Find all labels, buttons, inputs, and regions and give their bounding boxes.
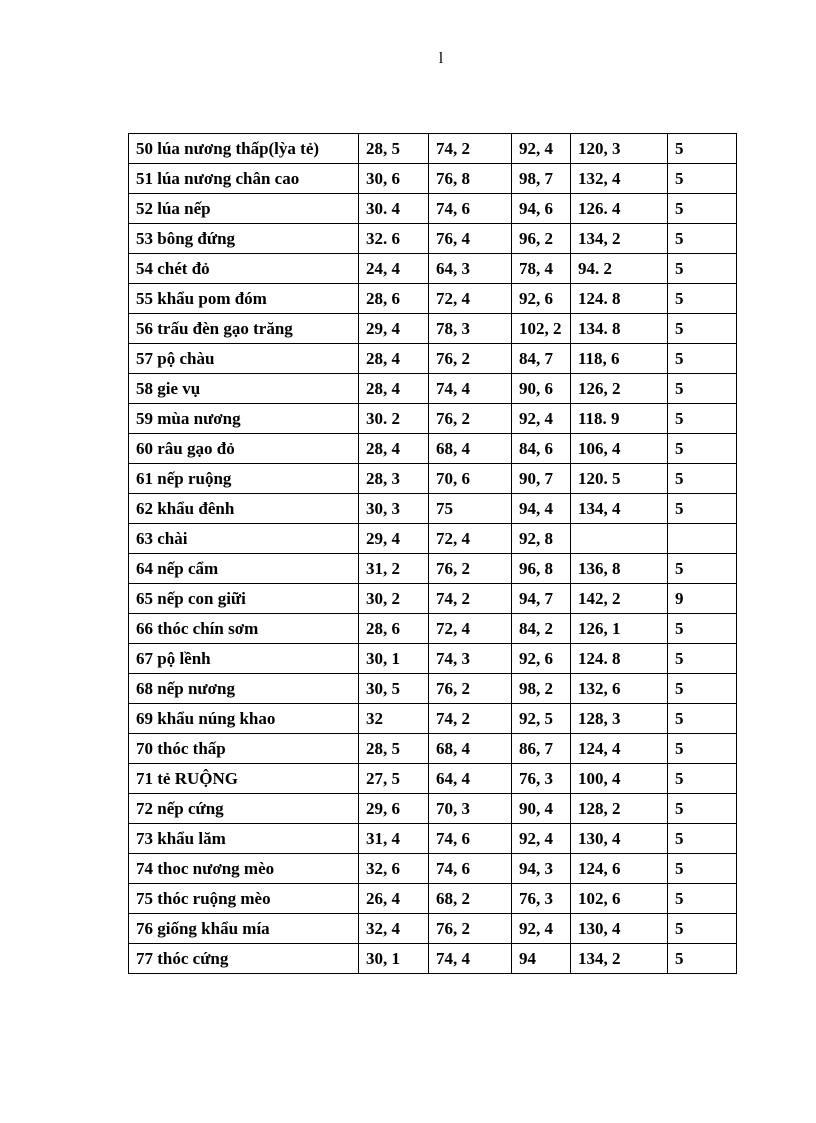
table-row [129, 644, 737, 674]
value-cell: 76, 2 [429, 344, 512, 374]
value-cell: 5 [668, 314, 737, 344]
variety-name-cell: 52 lúa nếp [129, 194, 359, 224]
value-cell: 90, 4 [512, 794, 571, 824]
value-cell: 132, 6 [571, 674, 668, 704]
value-cell: 98, 7 [512, 164, 571, 194]
table-row [129, 914, 737, 944]
value-cell: 120, 3 [571, 134, 668, 164]
value-cell: 134, 2 [571, 944, 668, 974]
variety-name-cell: 58 gie vụ [129, 374, 359, 404]
value-cell: 124. 8 [571, 644, 668, 674]
value-cell: 28, 6 [359, 614, 429, 644]
value-cell: 31, 2 [359, 554, 429, 584]
value-cell: 68, 4 [429, 734, 512, 764]
variety-name-cell: 67 pộ lềnh [129, 644, 359, 674]
value-cell: 96, 8 [512, 554, 571, 584]
value-cell: 74, 3 [429, 644, 512, 674]
value-cell: 128, 3 [571, 704, 668, 734]
value-cell: 76, 3 [512, 764, 571, 794]
variety-name-cell: 66 thóc chín sơm [129, 614, 359, 644]
value-cell: 27, 5 [359, 764, 429, 794]
variety-name-cell: 60 râu gạo đỏ [129, 434, 359, 464]
variety-name-cell: 70 thóc thấp [129, 734, 359, 764]
value-cell: 136, 8 [571, 554, 668, 584]
value-cell: 64, 4 [429, 764, 512, 794]
value-cell: 90, 6 [512, 374, 571, 404]
value-cell: 5 [668, 434, 737, 464]
value-cell: 5 [668, 734, 737, 764]
value-cell: 29, 4 [359, 314, 429, 344]
value-cell: 126, 1 [571, 614, 668, 644]
variety-name-cell: 65 nếp con giữi [129, 584, 359, 614]
value-cell: 32, 6 [359, 854, 429, 884]
value-cell: 24, 4 [359, 254, 429, 284]
value-cell: 128, 2 [571, 794, 668, 824]
value-cell: 92, 6 [512, 284, 571, 314]
table-row [129, 884, 737, 914]
table-row [129, 224, 737, 254]
value-cell: 32. 6 [359, 224, 429, 254]
table-row [129, 824, 737, 854]
value-cell: 78, 4 [512, 254, 571, 284]
value-cell: 92, 4 [512, 404, 571, 434]
value-cell: 5 [668, 674, 737, 704]
value-cell: 74, 4 [429, 374, 512, 404]
value-cell: 94, 6 [512, 194, 571, 224]
value-cell: 5 [668, 794, 737, 824]
value-cell: 31, 4 [359, 824, 429, 854]
value-cell: 102, 6 [571, 884, 668, 914]
table-row [129, 704, 737, 734]
value-cell: 75 [429, 494, 512, 524]
value-cell: 74, 4 [429, 944, 512, 974]
value-cell: 72, 4 [429, 614, 512, 644]
value-cell: 5 [668, 914, 737, 944]
value-cell: 5 [668, 494, 737, 524]
variety-name-cell: 77 thóc cứng [129, 944, 359, 974]
value-cell: 94, 3 [512, 854, 571, 884]
value-cell: 92, 4 [512, 914, 571, 944]
variety-name-cell: 76 giống khẩu mía [129, 914, 359, 944]
variety-name-cell: 69 khẩu núng khao [129, 704, 359, 734]
value-cell: 70, 3 [429, 794, 512, 824]
value-cell [668, 524, 737, 554]
variety-name-cell: 54 chét đỏ [129, 254, 359, 284]
value-cell: 84, 7 [512, 344, 571, 374]
value-cell: 76, 3 [512, 884, 571, 914]
value-cell: 28, 3 [359, 464, 429, 494]
value-cell: 32, 4 [359, 914, 429, 944]
value-cell: 32 [359, 704, 429, 734]
value-cell: 5 [668, 614, 737, 644]
value-cell: 5 [668, 254, 737, 284]
variety-name-cell: 51 lúa nương chân cao [129, 164, 359, 194]
table-row [129, 494, 737, 524]
value-cell: 76, 4 [429, 224, 512, 254]
variety-name-cell: 74 thoc nương mèo [129, 854, 359, 884]
value-cell: 5 [668, 704, 737, 734]
value-cell: 68, 2 [429, 884, 512, 914]
value-cell: 120. 5 [571, 464, 668, 494]
variety-name-cell: 63 chài [129, 524, 359, 554]
value-cell: 30, 3 [359, 494, 429, 524]
value-cell: 30, 2 [359, 584, 429, 614]
variety-name-cell: 55 khẩu pom đóm [129, 284, 359, 314]
value-cell: 92, 6 [512, 644, 571, 674]
value-cell: 92, 4 [512, 824, 571, 854]
value-cell: 29, 6 [359, 794, 429, 824]
table-row [129, 464, 737, 494]
value-cell: 26, 4 [359, 884, 429, 914]
value-cell: 64, 3 [429, 254, 512, 284]
variety-name-cell: 62 khẩu đênh [129, 494, 359, 524]
value-cell: 5 [668, 644, 737, 674]
variety-name-cell: 75 thóc ruộng mèo [129, 884, 359, 914]
value-cell: 132, 4 [571, 164, 668, 194]
value-cell: 5 [668, 764, 737, 794]
value-cell: 106, 4 [571, 434, 668, 464]
value-cell: 72, 4 [429, 524, 512, 554]
value-cell: 68, 4 [429, 434, 512, 464]
variety-name-cell: 73 khẩu lăm [129, 824, 359, 854]
table-row [129, 344, 737, 374]
rice-varieties-table [128, 133, 737, 974]
value-cell: 5 [668, 344, 737, 374]
value-cell: 102, 2 [512, 314, 571, 344]
table-body [129, 134, 737, 974]
value-cell: 76, 2 [429, 914, 512, 944]
value-cell: 28, 4 [359, 344, 429, 374]
table-row [129, 794, 737, 824]
variety-name-cell: 61 nếp ruộng [129, 464, 359, 494]
value-cell: 76, 2 [429, 554, 512, 584]
table-row [129, 404, 737, 434]
value-cell: 5 [668, 224, 737, 254]
value-cell: 5 [668, 284, 737, 314]
variety-name-cell: 64 nếp cẩm [129, 554, 359, 584]
value-cell: 74, 6 [429, 854, 512, 884]
value-cell: 5 [668, 944, 737, 974]
table-row [129, 734, 737, 764]
value-cell: 30, 1 [359, 644, 429, 674]
table-row [129, 134, 737, 164]
value-cell: 124, 4 [571, 734, 668, 764]
value-cell: 74, 2 [429, 584, 512, 614]
value-cell: 76, 8 [429, 164, 512, 194]
value-cell: 130, 4 [571, 824, 668, 854]
value-cell: 94. 2 [571, 254, 668, 284]
value-cell: 134. 8 [571, 314, 668, 344]
value-cell: 86, 7 [512, 734, 571, 764]
value-cell: 30, 6 [359, 164, 429, 194]
value-cell: 92, 4 [512, 134, 571, 164]
value-cell: 90, 7 [512, 464, 571, 494]
value-cell: 5 [668, 464, 737, 494]
value-cell: 78, 3 [429, 314, 512, 344]
variety-name-cell: 68 nếp nương [129, 674, 359, 704]
value-cell: 74, 6 [429, 824, 512, 854]
value-cell: 118, 6 [571, 344, 668, 374]
table-row [129, 254, 737, 284]
value-cell: 142, 2 [571, 584, 668, 614]
value-cell: 134, 4 [571, 494, 668, 524]
value-cell: 134, 2 [571, 224, 668, 254]
variety-name-cell: 57 pộ chàu [129, 344, 359, 374]
value-cell: 124, 6 [571, 854, 668, 884]
table-row [129, 524, 737, 554]
value-cell: 5 [668, 194, 737, 224]
table-row [129, 584, 737, 614]
table-row [129, 164, 737, 194]
value-cell: 28, 5 [359, 134, 429, 164]
value-cell: 130, 4 [571, 914, 668, 944]
table-row [129, 944, 737, 974]
value-cell: 98, 2 [512, 674, 571, 704]
table-row [129, 284, 737, 314]
value-cell: 94 [512, 944, 571, 974]
table-row [129, 614, 737, 644]
value-cell: 126. 4 [571, 194, 668, 224]
value-cell: 5 [668, 134, 737, 164]
value-cell: 76, 2 [429, 674, 512, 704]
value-cell: 74, 2 [429, 134, 512, 164]
value-cell: 70, 6 [429, 464, 512, 494]
table-row [129, 374, 737, 404]
variety-name-cell: 72 nếp cứng [129, 794, 359, 824]
value-cell: 30. 4 [359, 194, 429, 224]
value-cell: 124. 8 [571, 284, 668, 314]
value-cell: 94, 4 [512, 494, 571, 524]
value-cell: 5 [668, 854, 737, 884]
table-row [129, 554, 737, 584]
value-cell: 28, 4 [359, 434, 429, 464]
value-cell: 84, 2 [512, 614, 571, 644]
value-cell: 28, 6 [359, 284, 429, 314]
value-cell: 28, 5 [359, 734, 429, 764]
value-cell: 72, 4 [429, 284, 512, 314]
value-cell: 118. 9 [571, 404, 668, 434]
variety-name-cell: 56 trấu đèn gạo trăng [129, 314, 359, 344]
value-cell: 5 [668, 374, 737, 404]
table-row [129, 314, 737, 344]
variety-name-cell: 50 lúa nương thấp(lỳa tẻ) [129, 134, 359, 164]
value-cell: 74, 2 [429, 704, 512, 734]
value-cell: 76, 2 [429, 404, 512, 434]
table-row [129, 764, 737, 794]
value-cell: 74, 6 [429, 194, 512, 224]
value-cell: 5 [668, 884, 737, 914]
value-cell: 96, 2 [512, 224, 571, 254]
value-cell: 9 [668, 584, 737, 614]
table-row [129, 674, 737, 704]
value-cell: 92, 5 [512, 704, 571, 734]
page-number: l [438, 50, 444, 67]
value-cell: 100, 4 [571, 764, 668, 794]
value-cell: 28, 4 [359, 374, 429, 404]
variety-name-cell: 71 tẻ RUỘNG [129, 764, 359, 794]
value-cell: 29, 4 [359, 524, 429, 554]
value-cell: 5 [668, 164, 737, 194]
value-cell: 5 [668, 554, 737, 584]
value-cell: 92, 8 [512, 524, 571, 554]
table-row [129, 434, 737, 464]
value-cell: 84, 6 [512, 434, 571, 464]
value-cell: 30, 1 [359, 944, 429, 974]
table-row [129, 854, 737, 884]
value-cell: 5 [668, 824, 737, 854]
value-cell: 5 [668, 404, 737, 434]
value-cell: 30. 2 [359, 404, 429, 434]
variety-name-cell: 53 bông đứng [129, 224, 359, 254]
value-cell: 94, 7 [512, 584, 571, 614]
table-row [129, 194, 737, 224]
value-cell [571, 524, 668, 554]
value-cell: 126, 2 [571, 374, 668, 404]
variety-name-cell: 59 mùa nương [129, 404, 359, 434]
value-cell: 30, 5 [359, 674, 429, 704]
